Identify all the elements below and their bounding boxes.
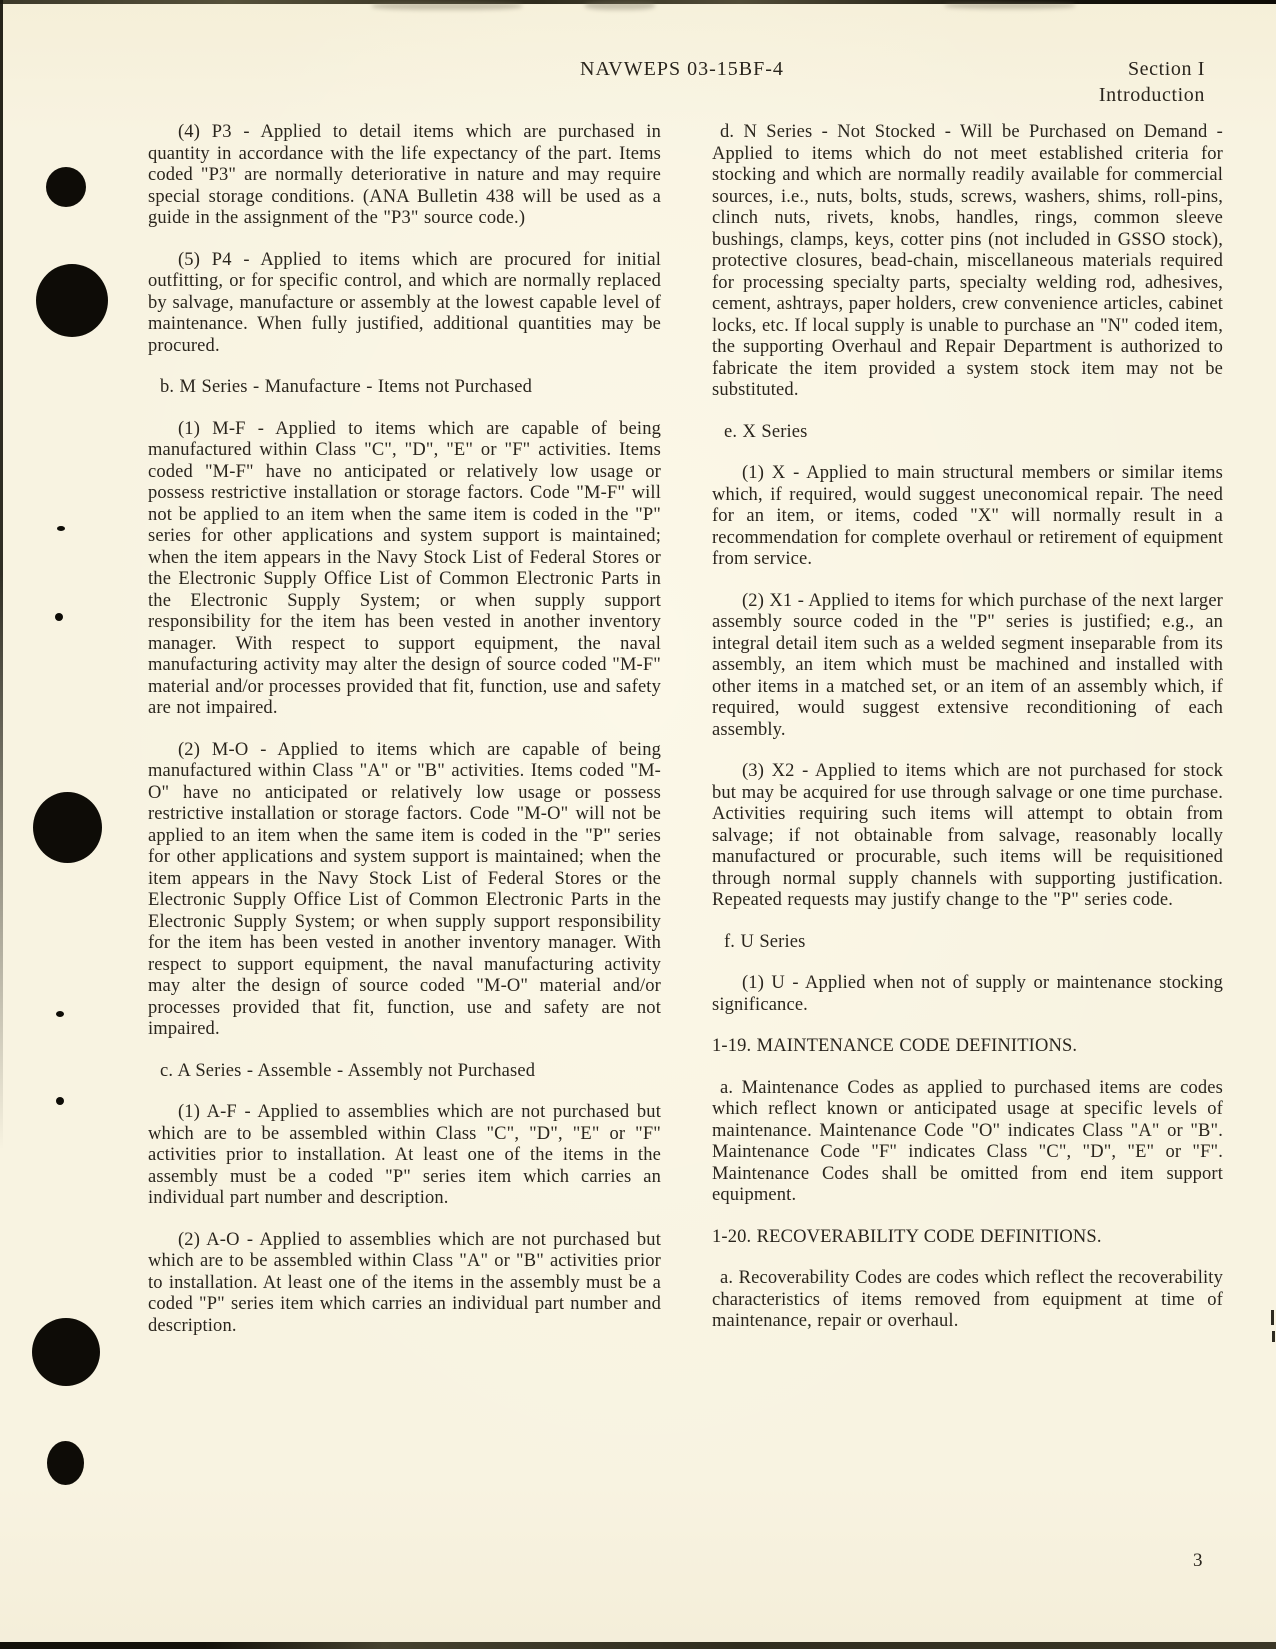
heading-1-19: 1-19. MAINTENANCE CODE DEFINITIONS. (712, 1036, 1078, 1056)
paragraph-n-series: d. N Series - Not Stocked - Will be Purchased on Demand - Applied to items which do not meet established criteria for stocking and which are normally readily available for commercial sources, i.e., nuts, bolts, studs, screws, washers, shims, roll-pins, clinch nuts, rivets, knobs, handles, rings, common sleeve bushings, clamps, keys, cotter pins (not included in GSSO stock), protective closures, bead-chain, miscellaneous materials required for processing specialty parts, specialty welding rod, adhesives, cement, ashtrays, paper holders, crew convenience articles, cabinet locks, etc. If local supply is unable to purchase an "N" coded item, the supporting Overhaul and Repair Department is authorized to fabricate the item provided a system stock item may not be substituted. (712, 122, 1223, 400)
right-edge-tick (1271, 1310, 1274, 1325)
paragraph-recoverability-codes: a. Recoverability Codes are codes which reflect the recoverability characteristics of items removed from equipment at time of maintenance, repair or overhaul. (712, 1268, 1223, 1331)
heading-1-20: 1-20. RECOVERABILITY CODE DEFINITIONS. (712, 1226, 1102, 1247)
paragraph-maintenance-codes: a. Maintenance Codes as applied to purchased items are codes which reflect known or anticipated usage at specific levels of maintenance. Maintenance Code "O" indicates Class "A" or "B". Maintenance Code "F" indicates Class "C", "D", "E" or "F". Maintenance Codes shall be omitted from end item support equipment. (712, 1077, 1223, 1205)
binding-hole-dot (33, 792, 102, 863)
paragraph-m-f: (1) M-F - Applied to items which are capable of being manufactured within Class "C", "D", "E" or "F" activities. Items coded "M-F" have no anticipated or relatively low usage or possess restrictive installation or storage factors. Code "M-F" will not be applied to an item when the same item is coded in the "P" series for other applications and system support is maintained; when the item appears in the Navy Stock List of Federal Stores or the Electronic Supply Office List of Common Electronic Parts in the Electronic Supply System; or when supply support responsibility for the item has been vested in another inventory manager. With respect to support equipment, the naval manufacturing activity may alter the design of source coded "M-F" material and/or processes provided that fit, function, use and safety are not impaired. (148, 418, 661, 718)
paragraph-x: (1) X - Applied to main structural members or similar items which, if required, would suggest uneconomical repair. The need for an item, or items, coded "X" will normally result in a recommendation for complete overhaul or retirement of equipment from service. (712, 463, 1223, 569)
binding-hole-dot (32, 1318, 100, 1386)
paragraph-u: (1) U - Applied when not of supply or maintenance stocking significance. (712, 973, 1223, 1015)
scan-edge-left (0, 0, 3, 1150)
left-column (148, 122, 661, 1357)
paragraph-x2: (3) X2 - Applied to items which are not purchased for stock but may be acquired for use through salvage or one time purchase. Activities requiring such items will attempt to obtain from salvage; if not obtainable from salvage, reasonably locally manufactured or procurable, such items will be requisitioned through normal supply channels with supporting justification. Repeated requests may justify change to the "P" series code. (712, 761, 1223, 910)
heading-x-series: e. X Series (724, 421, 808, 442)
binding-hole-dot (47, 1441, 84, 1485)
section-label: Section I (1127, 58, 1205, 80)
paragraph-p4: (5) P4 - Applied to items which are procured for initial outfitting, or for specific control, and which are normally replaced by salvage, manufacture or assembly at the lowest capable level of maintenance. When fully justified, additional quantities may be procured. (148, 249, 661, 356)
paragraph-p3: (4) P3 - Applied to detail items which are purchased in quantity in accordance with the life expectancy of the part. Items coded "P3" are normally deteriorative in nature and may require special storage conditions. (ANA Bulletin 438 will be used as a guide in the assignment of the "P3" source code.) (148, 122, 661, 228)
binding-hole-dot (46, 167, 86, 207)
heading-u-series: f. U Series (724, 931, 806, 952)
page-number: 3 (1193, 1550, 1203, 1571)
bleed-smudge (945, 2, 1075, 9)
bleed-smudge (585, 1, 655, 10)
right-edge-tick (1272, 1331, 1275, 1342)
paragraph-a-f: (1) A-F - Applied to assemblies which are not purchased but which are to be assembled within Class "C", "D", "E" or "F" activities prior to installation. At least one of the items in the assembly must be a coded "P" series item which carries an individual part number and description. (148, 1102, 661, 1208)
document-number: NAVWEPS 03-15BF-4 (580, 58, 784, 80)
binding-hole-dot (36, 264, 108, 337)
bleed-smudge (372, 2, 522, 10)
scan-edge-bottom (0, 1642, 1276, 1649)
binding-hole-dot (57, 526, 65, 531)
paragraph-a-o: (2) A-O - Applied to assemblies which are not purchased but which are to be assembled within Class "A" or "B" activities prior to installation. At least one of the items in the assembly must be a coded "P" series item which carries an individual part number and description. (148, 1229, 661, 1336)
heading-a-series: c. A Series - Assemble - Assembly not Purchased (160, 1060, 536, 1081)
section-sublabel: Introduction (1098, 84, 1205, 106)
heading-m-series: b. M Series - Manufacture - Items not Purchased (160, 377, 532, 397)
section-header (905, 56, 1205, 108)
paragraph-x1: (2) X1 - Applied to items for which purchase of the next larger assembly source coded in the "P" series is justified; e.g., an integral detail item such as a welded segment inseparable from its assembly, an item which must be machined and installed with other items in a matched set, or an item of an assembly which, if required, would suggest extensive reconditioning of each assembly. (712, 590, 1223, 740)
right-column (712, 122, 1223, 1353)
paragraph-m-o: (2) M-O - Applied to items which are capable of being manufactured within Class "A" or "B" activities. Items coded "M-O" have no anticipated or relatively low usage or possess restrictive installation or storage factors. Code "M-O" will not be applied to an item when the same item is coded in the "P" series for other applications and system support is maintained; when the item appears in the Navy Stock List of Federal Stores or the Electronic Supply Office List of Common Electronic Parts in the Electronic Supply System; or when supply support responsibility for the item has been vested in another inventory manager. With respect to support equipment, the naval manufacturing activity may alter the design of source coded "M-O" material and/or processes provided that fit, function, use and safety are not impaired. (148, 739, 661, 1039)
binding-hole-dot (56, 1011, 64, 1017)
binding-hole-dot (55, 613, 63, 621)
binding-hole-dot (56, 1097, 64, 1105)
